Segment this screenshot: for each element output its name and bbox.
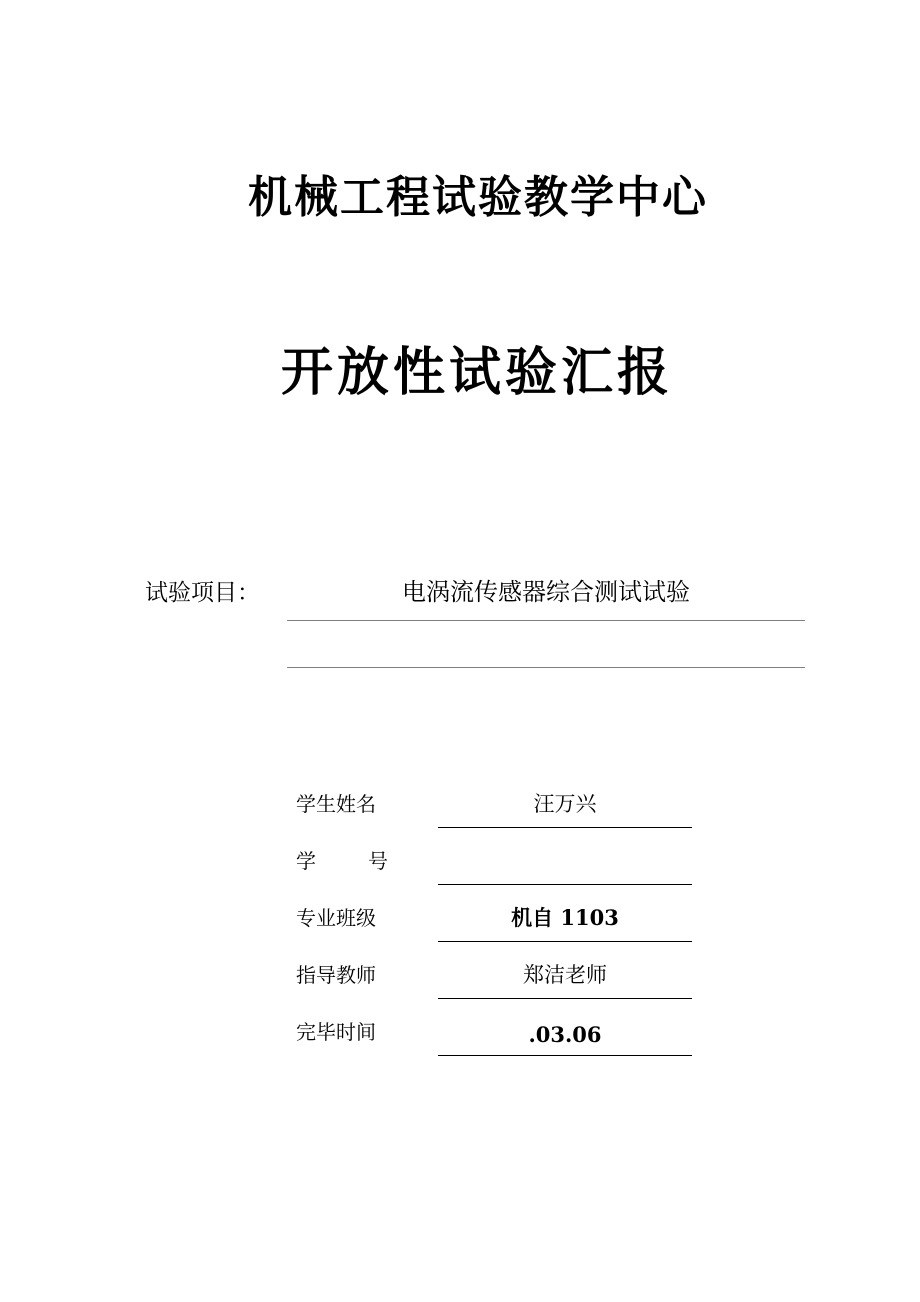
completion-date-underline	[438, 1055, 692, 1056]
major-class-value: 机自 1103	[511, 905, 619, 930]
project-underline-1	[287, 620, 805, 621]
completion-date-label: 完毕时间	[296, 1020, 376, 1044]
instructor-value: 郑洁老师	[523, 963, 607, 987]
center-name-heading: 机械工程试验教学中心	[248, 172, 708, 223]
major-class-label: 专业班级	[296, 906, 376, 930]
project-value: 电涡流传感器综合测试试验	[402, 578, 690, 606]
major-class-underline	[438, 941, 692, 942]
instructor-label: 指导教师	[296, 963, 376, 987]
project-label: 试验项目：	[145, 580, 260, 606]
instructor-underline	[438, 998, 692, 999]
student-id-label	[296, 847, 388, 875]
student-id-label-part-2: 号	[368, 849, 388, 873]
completion-date-value: .03.06	[528, 1022, 602, 1047]
report-title-heading: 开放性试验汇报	[281, 342, 674, 403]
student-id-label-part-1: 学	[296, 849, 316, 873]
student-name-value: 汪万兴	[533, 792, 597, 816]
student-name-label: 学生姓名	[296, 792, 376, 816]
student-name-underline	[438, 827, 692, 828]
project-underline-2	[287, 667, 805, 668]
student-id-underline	[438, 884, 692, 885]
